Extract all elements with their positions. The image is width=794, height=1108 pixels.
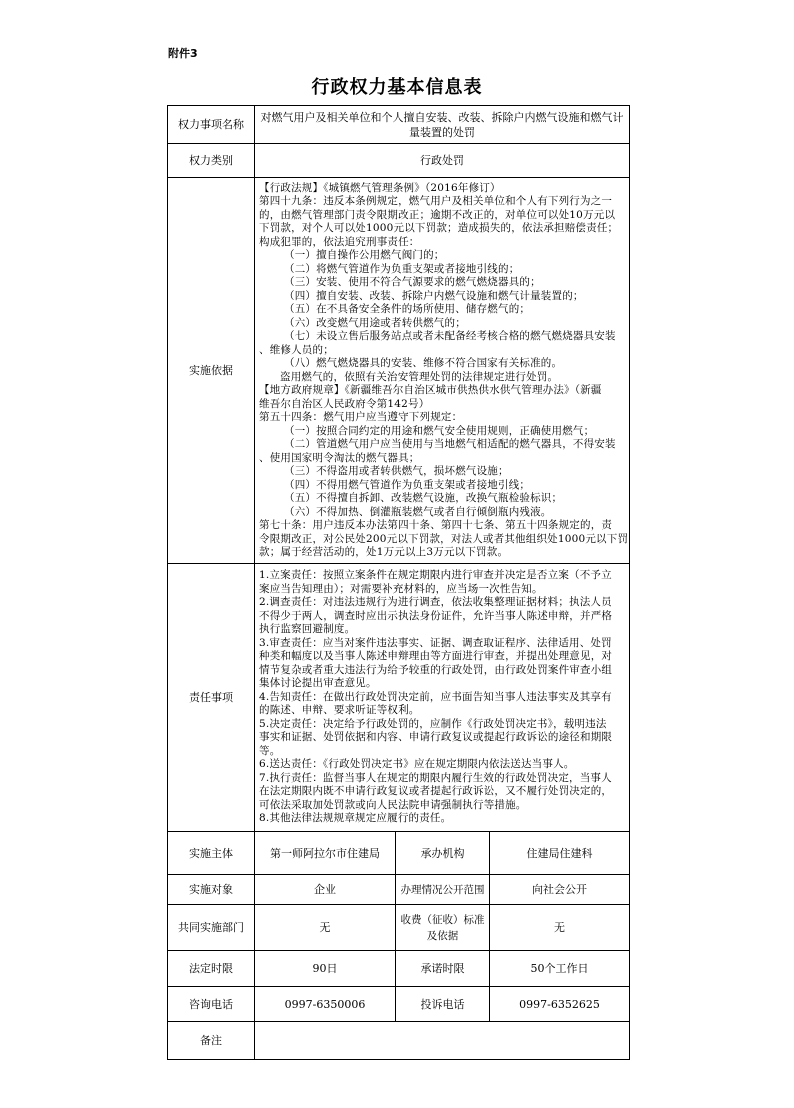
value-complaint-phone: 0997-6352625 (490, 987, 630, 1022)
label-category: 权力类别 (168, 144, 255, 178)
responsibility-line: 3.审查责任：应当对案件违法事实、证据、调查取证程序、法律适用、处罚 (259, 636, 612, 649)
basis-line: 维吾尔自治区人民政府令第142号） (259, 397, 430, 410)
responsibility-line: 的陈述、申辩、要求听证等权利。 (259, 704, 420, 717)
value-joint-departments: 无 (255, 905, 396, 951)
label-responsibility: 责任事项 (168, 564, 255, 832)
basis-line: 盗用燃气的，依照有关治安管理处罚的法律规定进行处罚。 (280, 370, 559, 383)
basis-line: （一）按照合同约定的用途和燃气安全使用规则，正确使用燃气； (284, 424, 595, 437)
responsibility-line: 执行监察回避制度。 (259, 623, 356, 636)
label-remarks: 备注 (168, 1022, 255, 1060)
responsibility-line: 7.执行责任：监督当事人在规定的期限内履行生效的行政处罚决定，当事人 (259, 771, 612, 784)
basis-text (259, 181, 629, 560)
label-complaint-phone: 投诉电话 (396, 987, 490, 1022)
basis-line: （二）将燃气管道作为负重支架或者接地引线的； (284, 262, 520, 275)
basis-line: 【地方政府规章】《新疆维吾尔自治区城市供热供水供气管理办法》（新疆 (259, 384, 602, 396)
responsibility-line: 1.立案责任：按照立案条件在规定期限内进行审查并决定是否立案（不予立 (259, 569, 612, 582)
info-table (167, 105, 630, 1060)
value-legal-time-limit: 90日 (255, 951, 396, 987)
responsibility-line: 2.调查责任：对违法违规行为进行调查，依法收集整理证据材料；执法人员 (259, 596, 612, 609)
responsibility-line: 集体讨论提出审查意见。 (259, 677, 377, 690)
label-fee-standard (396, 905, 490, 951)
basis-line: （五）在不具备安全条件的场所使用、储存燃气的； (284, 303, 531, 315)
value-remarks (255, 1022, 630, 1060)
basis-line: （四）不得用燃气管道作为负重支架或者接地引线； (284, 478, 531, 491)
basis-line: 构成犯罪的，依法追究刑事责任： (259, 235, 420, 248)
basis-line: （五）不得擅自拆卸、改装燃气设施，改换气瓶检验标识； (284, 492, 563, 504)
fee-standard-label-line: 收费（征收）标准 (400, 913, 485, 926)
responsibility-line: 在法定期限内既不申请行政复议或者提起行政诉讼，又不履行处罚决定的， (259, 785, 613, 798)
basis-line: 的，由燃气管理部门责令限期改正；逾期不改正的，对单位可以处10万元以 (259, 208, 616, 221)
value-consult-phone: 0997-6350006 (255, 987, 396, 1022)
row-target (168, 875, 630, 905)
responsibility-line: 种类和幅度以及当事人陈述申辩理由等方面进行审查，并提出处理意见，对 (259, 650, 613, 663)
basis-line: 第五十四条：燃气用户应当遵守下列规定： (259, 411, 463, 423)
row-responsibility (168, 564, 630, 832)
row-phone (168, 987, 630, 1022)
item-name-line: 量装置的处罚 (409, 125, 475, 139)
fee-standard-label-line: 及依据 (426, 929, 459, 942)
label-promised-time-limit: 承诺时限 (396, 951, 490, 987)
value-implementing-body: 第一师阿拉尔市住建局 (255, 832, 396, 875)
label-legal-time-limit: 法定时限 (168, 951, 255, 987)
basis-line: （一）擅自操作公用燃气阀门的； (284, 249, 445, 261)
row-basis (168, 178, 630, 564)
value-responsibility (255, 564, 630, 832)
responsibility-line: 6.送达责任：《行政处罚决定书》应在规定期限内依法送达当事人。 (259, 758, 575, 771)
basis-line: 、使用国家明令淘汰的燃气器具； (259, 451, 420, 464)
basis-line: （二）管道燃气用户应当使用与当地燃气相适配的燃气器具，不得安装 (284, 438, 616, 450)
responsibility-line: 8.其他法律法规规章规定应履行的责任。 (259, 812, 452, 825)
basis-line: （七）未设立售后服务站点或者未配备经考核合格的燃气燃烧器具安装 (284, 330, 616, 342)
basis-line: 、维修人员的； (259, 343, 334, 356)
label-joint-departments: 共同实施部门 (168, 905, 255, 951)
responsibility-line: 案应当告知理由）；对需要补充材料的，应当场一次性告知。 (259, 582, 543, 595)
row-item-name (168, 106, 630, 144)
responsibility-line: 4.告知责任：在做出行政处罚决定前，应书面告知当事人违法事实及其享有 (259, 690, 612, 703)
basis-line: （三）不得盗用或者转供燃气，损坏燃气设施； (284, 465, 509, 477)
responsibility-line: 情节复杂或者重大违法行为给予较重的行政处罚，由行政处罚案件审查小组 (259, 663, 613, 676)
basis-line: 下罚款，对个人可以处1000元以下罚款；造成损失的，依法承担赔偿责任； (259, 222, 619, 234)
basis-line: （六）不得加热、倒灌瓶装燃气或者自行倾倒瓶内残液。 (284, 505, 552, 518)
basis-line: 令限期改正，对公民处200元以下罚款，对法人或者其他组织处1000元以下罚 (259, 532, 629, 545)
label-implementing-body: 实施主体 (168, 832, 255, 875)
value-target: 企业 (255, 875, 396, 905)
value-promised-time-limit: 50个工作日 (490, 951, 630, 987)
item-name-line: 对燃气用户及相关单位和个人擅自安装、改装、拆除户内燃气设施和燃气计 (260, 110, 624, 124)
label-item-name: 权力事项名称 (168, 106, 255, 144)
value-fee-standard: 无 (490, 905, 630, 951)
responsibility-line: 不得少于两人，调查时应出示执法身份证件，允许当事人陈述申辩，并严格 (259, 609, 613, 622)
basis-line: （四）擅自安装、改装、拆除户内燃气设施和燃气计量装置的； (284, 289, 584, 302)
row-category (168, 144, 630, 178)
basis-line: （三）安装、使用不符合气源要求的燃气燃烧器具的； (284, 276, 541, 288)
basis-line: 【行政法规】《城镇燃气管理条例》（2016年修订） (259, 181, 501, 194)
basis-line: （八）燃气燃烧器具的安装、维修不符合国家有关标准的。 (284, 357, 563, 369)
row-remarks (168, 1022, 630, 1060)
label-basis: 实施依据 (168, 178, 255, 564)
label-handling-agency: 承办机构 (396, 832, 490, 875)
value-handling-agency: 住建局住建科 (490, 832, 630, 875)
attachment-label: 附件3 (168, 47, 198, 60)
row-implementing-body (168, 832, 630, 875)
basis-line: 第七十条：用户违反本办法第四十条、第四十七条、第五十四条规定的，责 (259, 519, 613, 531)
label-target: 实施对象 (168, 875, 255, 905)
responsibility-line: 等。 (259, 744, 281, 757)
responsibility-line: 可依法采取加处罚款或向人民法院申请强制执行等措施。 (259, 798, 527, 811)
basis-line: 款；属于经营活动的，处1万元以上3万元以下罚款。 (259, 546, 509, 558)
value-item-name (255, 106, 630, 144)
value-basis (255, 178, 630, 564)
value-disclosure-scope: 向社会公开 (490, 875, 630, 905)
label-disclosure-scope: 办理情况公开范围 (396, 875, 490, 905)
page-title: 行政权力基本信息表 (311, 77, 483, 98)
basis-line: （六）改变燃气用途或者转供燃气的； (284, 316, 466, 329)
label-consult-phone: 咨询电话 (168, 987, 255, 1022)
responsibility-text (259, 569, 626, 826)
responsibility-line: 5.决定责任：决定给予行政处罚的，应制作《行政处罚决定书》，载明违法 (259, 717, 607, 730)
row-time-limit (168, 951, 630, 987)
row-joint-departments (168, 905, 630, 951)
basis-line: 第四十九条：违反本条例规定，燃气用户及相关单位和个人有下列行为之一 (259, 195, 613, 207)
value-category: 行政处罚 (255, 144, 630, 178)
responsibility-line: 事实和证据、处罚依据和内容、申请行政复议或提起行政诉讼的途径和期限 (259, 731, 613, 744)
